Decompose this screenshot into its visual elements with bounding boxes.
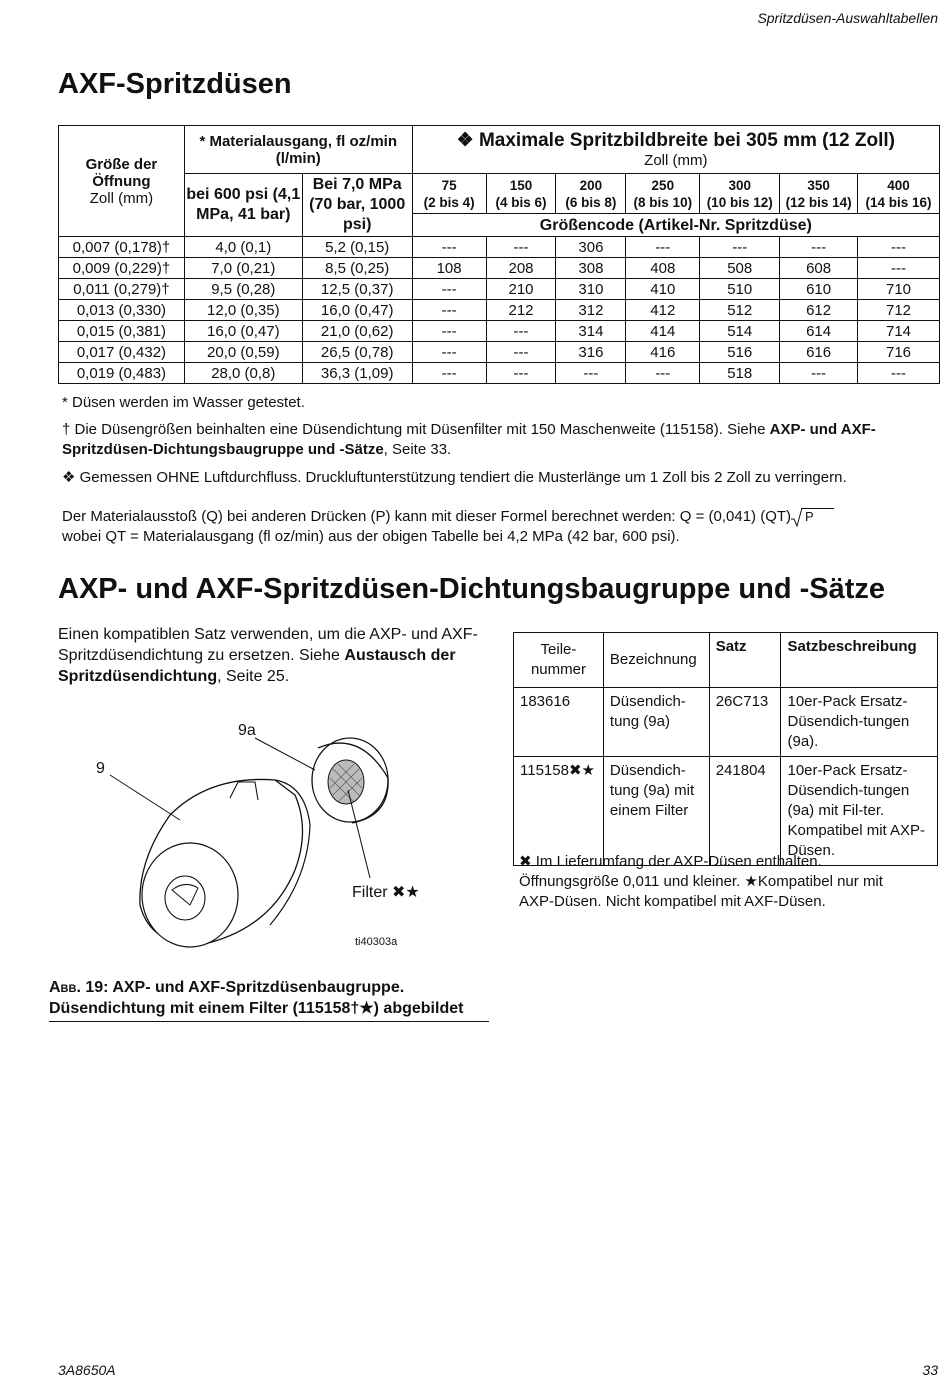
header-width (412, 126, 939, 174)
label-9: 9 (96, 760, 105, 777)
width-inch: (12 bis 14) (785, 194, 852, 210)
table-cell: 4,0 (0,1) (184, 237, 302, 258)
table-cell: 308 (556, 258, 626, 279)
table-cell: 510 (700, 279, 780, 300)
assembly-figure (90, 720, 430, 960)
kit-cell: 10er-Pack Ersatz-Düsendich-tungen (9a) mit Fil-ter. Kompatibel mit AXP-Düsen. (781, 757, 938, 866)
table-cell: 7,0 (0,21) (184, 258, 302, 279)
tip-assembly-drawing (90, 720, 430, 960)
table-cell: 408 (626, 258, 700, 279)
intro-text (58, 624, 488, 687)
formula-p: P (801, 508, 834, 524)
width-inch: (10 bis 12) (706, 194, 773, 210)
page-title: AXF-Spritzdüsen (58, 68, 292, 100)
header-size (59, 126, 185, 237)
table-cell: 614 (780, 321, 858, 342)
table-cell: 5,2 (0,15) (302, 237, 412, 258)
table-cell: --- (486, 321, 556, 342)
image-id: ti40303a (355, 936, 398, 948)
formula-sqrt (791, 507, 834, 527)
table-row (59, 363, 940, 384)
header-600psi: bei 600 psi (4,1 MPa, 41 bar) (184, 174, 302, 237)
sqrt-icon (791, 507, 803, 527)
table-cell: --- (486, 363, 556, 384)
table-row (59, 321, 940, 342)
formula-explain: wobei QT = Materialausgang (fl oz/min) aus der obigen Tabelle bei 4,2 MPa (42 bar, 600 psi). (62, 528, 680, 545)
table-cell: 16,0 (0,47) (302, 300, 412, 321)
note-filter-link[interactable]: AXP- und AXF-Spritzdüsen-Dichtungsbaugruppe und -Sätze (62, 421, 876, 458)
table-cell: 314 (556, 321, 626, 342)
table-cell: --- (412, 237, 486, 258)
table-cell: --- (626, 363, 700, 384)
kit-cell: Düsendich-tung (9a) mit einem Filter (603, 757, 709, 866)
table-cell: --- (486, 342, 556, 363)
intro-page: , Seite 25. (217, 668, 290, 685)
intro-a: Einen kompatiblen Satz verwenden, um die AXP- und AXF-Spritzdüsendichtung zu ersetzen. Siehe (58, 626, 478, 664)
table-cell: --- (556, 363, 626, 384)
note-filter-page: , Seite 33. (383, 441, 452, 458)
table-cell: 0,009 (0,229)† (59, 258, 185, 279)
caption-text: 19: AXP- und AXF-Spritzdüsenbaugruppe. Düsendichtung mit einem Filter (115158†★) abgebildet (49, 979, 464, 1017)
label-filter: Filter ✖★ (352, 884, 420, 901)
table-cell: --- (412, 279, 486, 300)
table-cell: 306 (556, 237, 626, 258)
width-mm: 350 (807, 177, 830, 193)
width-75 (412, 174, 486, 214)
table-cell: 710 (858, 279, 940, 300)
section-title: AXP- und AXF-Spritzdüsen-Dichtungsbaugruppe und -Sätze (58, 573, 886, 605)
running-header: Spritzdüsen-Auswahltabellen (757, 10, 938, 26)
table-cell: 714 (858, 321, 940, 342)
width-300 (700, 174, 780, 214)
table-cell: 712 (858, 300, 940, 321)
kit-header-kit: Satz (709, 633, 781, 688)
table-cell: 518 (700, 363, 780, 384)
table-cell: --- (412, 342, 486, 363)
table-cell: 514 (700, 321, 780, 342)
width-150 (486, 174, 556, 214)
note-water: * Düsen werden im Wasser getestet. (62, 394, 305, 411)
header-size-code: Größencode (Artikel-Nr. Spritzdüse) (412, 214, 939, 237)
kit-header-kitdesc: Satzbeschreibung (781, 633, 938, 688)
table-cell: --- (486, 237, 556, 258)
note-formula (62, 507, 922, 547)
header-7mpa: Bei 7,0 MPa (70 bar, 1000 psi) (302, 174, 412, 237)
table-cell: --- (780, 363, 858, 384)
width-inch: (8 bis 10) (633, 194, 693, 210)
kit-header-part: Teile-nummer (514, 633, 604, 688)
kit-header-desc: Bezeichnung (603, 633, 709, 688)
table-row (59, 300, 940, 321)
formula-text: Der Materialausstoß (Q) bei anderen Drücken (P) kann mit dieser Formel berechnet werden: Q = (0,041) (QT) (62, 508, 792, 525)
table-cell: 210 (486, 279, 556, 300)
width-mm: 400 (887, 177, 910, 193)
width-250 (626, 174, 700, 214)
table-cell: 0,013 (0,330) (59, 300, 185, 321)
table-cell: 716 (858, 342, 940, 363)
header-material: * Materialausgang, fl oz/min (l/min) (184, 126, 412, 174)
caption-abb: Abb. (49, 979, 81, 996)
note-filter (62, 420, 902, 460)
table-cell: 410 (626, 279, 700, 300)
table-cell: 0,007 (0,178)† (59, 237, 185, 258)
width-mm: 150 (509, 177, 533, 193)
table-cell: 16,0 (0,47) (184, 321, 302, 342)
table-cell: 412 (626, 300, 700, 321)
table-cell: 0,017 (0,432) (59, 342, 185, 363)
table-cell: 212 (486, 300, 556, 321)
width-mm: 250 (651, 177, 675, 193)
table-cell: --- (412, 363, 486, 384)
width-inch: (2 bis 4) (423, 194, 475, 210)
table-cell: 9,5 (0,28) (184, 279, 302, 300)
table-cell: --- (412, 300, 486, 321)
table-cell: 414 (626, 321, 700, 342)
table-cell: 0,019 (0,483) (59, 363, 185, 384)
width-mm: 200 (579, 177, 603, 193)
width-350 (780, 174, 858, 214)
table-cell: 0,015 (0,381) (59, 321, 185, 342)
kit-cell: 10er-Pack Ersatz-Düsendich-tungen (9a). (781, 688, 938, 757)
width-mm: 300 (728, 177, 751, 193)
table-cell: --- (858, 363, 940, 384)
kit-cell: 241804 (709, 757, 781, 866)
header-size-unit: Zoll (mm) (89, 189, 154, 207)
kit-cell: 26C713 (709, 688, 781, 757)
table-cell: 316 (556, 342, 626, 363)
table-cell: --- (858, 258, 940, 279)
table-cell: 20,0 (0,59) (184, 342, 302, 363)
table-cell: 312 (556, 300, 626, 321)
table-cell: 508 (700, 258, 780, 279)
header-width-label: ❖ Maximale Spritzbildbreite bei 305 mm (12 Zoll) (456, 130, 895, 151)
table-cell: --- (780, 237, 858, 258)
table-cell: 310 (556, 279, 626, 300)
header-width-unit: Zoll (mm) (644, 152, 708, 169)
table-cell: 108 (412, 258, 486, 279)
table-cell: --- (626, 237, 700, 258)
kit-table (513, 632, 938, 866)
table-row (59, 258, 940, 279)
table-cell: 36,3 (1,09) (302, 363, 412, 384)
tip-selection-table (58, 125, 940, 384)
table-row (59, 237, 940, 258)
table-row (59, 279, 940, 300)
table-cell: 26,5 (0,78) (302, 342, 412, 363)
table-cell: 12,0 (0,35) (184, 300, 302, 321)
kit-cell: 183616 (514, 688, 604, 757)
table-cell: --- (700, 237, 780, 258)
note-filter-text: † Die Düsengrößen beinhalten eine Düsendichtung mit Düsenfilter mit 150 Maschenweite (115158). Siehe (62, 421, 770, 438)
table-cell: 208 (486, 258, 556, 279)
width-inch: (6 bis 8) (565, 194, 617, 210)
width-400 (858, 174, 940, 214)
note-air: ❖ Gemessen OHNE Luftdurchfluss. Druckluftunterstützung tendiert die Musterlänge um 1 Zoll bis 2 Zoll zu verringern. (62, 469, 847, 486)
table-cell: 8,5 (0,25) (302, 258, 412, 279)
width-inch: (14 bis 16) (865, 194, 932, 210)
kit-cell: 115158✖★ (514, 757, 604, 866)
table-cell: 512 (700, 300, 780, 321)
table-cell: 28,0 (0,8) (184, 363, 302, 384)
header-size-label: Größe der Öffnung (85, 155, 158, 190)
table-cell: 610 (780, 279, 858, 300)
table-cell: 12,5 (0,37) (302, 279, 412, 300)
table-cell: 616 (780, 342, 858, 363)
table-cell: 0,011 (0,279)† (59, 279, 185, 300)
kit-note: ✖ Im Lieferumfang der AXP-Düsen enthalten. Öffnungsgröße 0,011 und kleiner. ★Kompatibel nur mit AXP-Düsen. Nicht kompatibel mit AXF-Düsen. (519, 853, 883, 910)
table-cell: --- (412, 321, 486, 342)
label-9a: 9a (238, 722, 256, 739)
width-inch: (4 bis 6) (495, 194, 547, 210)
width-200 (556, 174, 626, 214)
table-cell: 516 (700, 342, 780, 363)
doc-number: 3A8650A (58, 1362, 116, 1378)
intro-link[interactable]: Austausch der Spritzdüsendichtung (58, 647, 456, 685)
table-cell: 608 (780, 258, 858, 279)
table-cell: 21,0 (0,62) (302, 321, 412, 342)
width-mm: 75 (441, 177, 457, 193)
page-number: 33 (922, 1362, 938, 1378)
table-cell: 612 (780, 300, 858, 321)
figure-caption (49, 977, 489, 1022)
kit-cell: Düsendich-tung (9a) (603, 688, 709, 757)
table-row (59, 342, 940, 363)
table-cell: --- (858, 237, 940, 258)
table-cell: 416 (626, 342, 700, 363)
